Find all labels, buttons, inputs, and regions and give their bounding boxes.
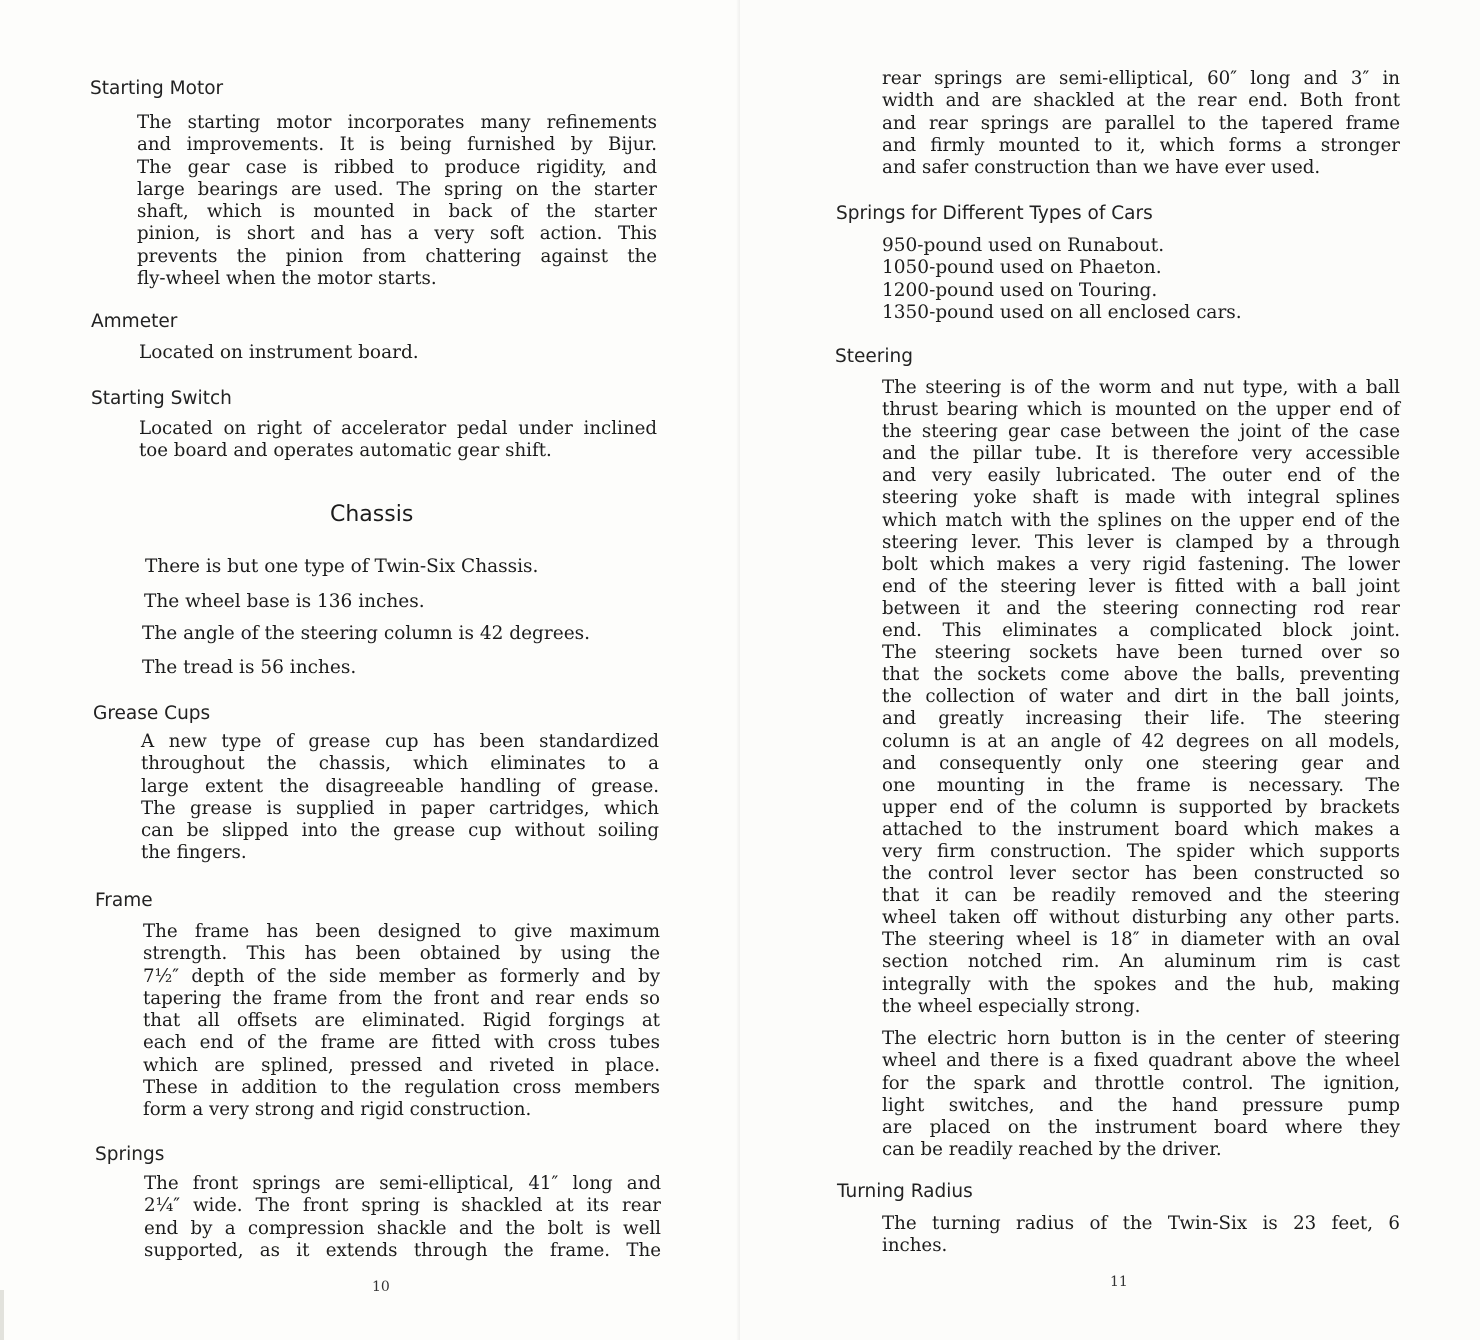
text-line: wheel and there is a fixed quadrant above the wheel	[882, 1050, 1400, 1072]
paragraph-frame	[143, 921, 660, 1122]
text-line: toe board and operates automatic gear shift.	[139, 440, 552, 462]
text-line: The grease is supplied in paper cartridges, which	[141, 797, 659, 819]
text-line: and safer construction than we have ever used.	[882, 157, 1321, 179]
right-page	[740, 0, 1480, 1340]
text-line: and consequently only one steering gear and	[882, 752, 1400, 774]
paragraph-starting-motor	[137, 112, 657, 290]
paragraph-ammeter: Located on instrument board.	[139, 342, 419, 363]
text-line: The steering is of the worm and nut type, with a ball	[882, 377, 1400, 398]
text-line: that the sockets come above the balls, preventing	[882, 664, 1400, 686]
text-line: supported, as it extends through the frame. The	[144, 1239, 661, 1261]
list-item: 950-pound used on Runabout.	[882, 235, 1165, 256]
text-line: tapering the frame from the front and rear ends so	[143, 987, 660, 1009]
text-line: The steering sockets have been turned over so	[882, 642, 1400, 664]
text-line: large extent the disagreeable handling of grease.	[141, 775, 659, 797]
text-line: throughout the chassis, which eliminates to a	[141, 753, 659, 775]
text-line: The frame has been designed to give maximum	[143, 921, 660, 942]
text-line: attached to the instrument board which makes a	[882, 818, 1400, 840]
list-item: 1200-pound used on Touring.	[882, 279, 1158, 301]
text-line: form a very strong and rigid construction.	[143, 1099, 532, 1121]
text-line: inches.	[882, 1235, 948, 1257]
text-line: and very easily lubricated. The outer end of the	[882, 465, 1400, 487]
text-line: 7½″ depth of the side member as formerly and by	[143, 965, 660, 987]
text-line: are placed on the instrument board where they	[882, 1117, 1400, 1139]
section-heading-steering: Steering	[835, 346, 913, 367]
text-line: large bearings are used. The spring on the starter	[137, 178, 657, 200]
text-line: steering yoke shaft is made with integral splines	[882, 487, 1400, 509]
text-line: light switches, and the hand pressure pump	[882, 1094, 1400, 1116]
text-line: that it can be readily removed and the steering	[882, 885, 1400, 907]
text-line: The starting motor incorporates many refinements	[137, 112, 657, 133]
text-line: A new type of grease cup has been standardized	[141, 731, 659, 752]
list-item: 1050-pound used on Phaeton.	[882, 257, 1162, 279]
text-line: end. This eliminates a complicated block joint.	[882, 620, 1400, 642]
text-line: one mounting in the frame is necessary. The	[882, 774, 1400, 796]
page-number: 11	[1110, 1274, 1128, 1290]
section-heading-springs: Springs	[95, 1144, 165, 1165]
section-heading-springs-types: Springs for Different Types of Cars	[836, 203, 1153, 224]
text-line: integrally with the spokes and the hub, making	[882, 973, 1400, 995]
text-line: which match with the splines on the upper end of the	[882, 509, 1400, 531]
text-line: and improvements. It is being furnished by Bijur.	[137, 134, 657, 156]
text-line: each end of the frame are fitted with cross tubes	[143, 1032, 660, 1054]
list-item: 1350-pound used on all enclosed cars.	[882, 301, 1242, 323]
text-line: thrust bearing which is mounted on the upper end of	[882, 399, 1400, 421]
section-heading-starting-motor: Starting Motor	[90, 78, 224, 99]
text-line: can be slipped into the grease cup without soiling	[141, 820, 659, 842]
section-heading-turning-radius: Turning Radius	[837, 1181, 973, 1202]
text-line: pinion, is short and has a very soft action. This	[137, 223, 657, 245]
chassis-fact: The angle of the steering column is 42 degrees.	[142, 623, 591, 644]
text-line: Located on right of accelerator pedal under inclined	[139, 418, 657, 439]
text-line: and greatly increasing their life. The steering	[882, 708, 1400, 730]
chassis-fact: The tread is 56 inches.	[142, 657, 357, 678]
section-heading-starting-switch: Starting Switch	[91, 388, 232, 409]
text-line: 2¼″ wide. The front spring is shackled at its rear	[144, 1195, 661, 1217]
text-line: and firmly mounted to it, which forms a stronger	[882, 134, 1400, 156]
text-line: upper end of the column is supported by brackets	[882, 796, 1400, 818]
paragraph-grease-cups	[141, 731, 659, 865]
springs-types-list	[882, 235, 1242, 324]
text-line: fly-wheel when the motor starts.	[137, 268, 437, 290]
text-line: and the pillar tube. It is therefore very accessible	[882, 443, 1400, 465]
text-line: steering lever. This lever is clamped by a through	[882, 531, 1400, 553]
text-line: the control lever sector has been constructed so	[882, 863, 1400, 885]
chassis-fact: The wheel base is 136 inches.	[144, 591, 425, 612]
text-line: The steering wheel is 18″ in diameter with an oval	[882, 929, 1400, 951]
text-line: The front springs are semi-elliptical, 41″ long and	[144, 1173, 661, 1194]
text-line: prevents the pinion from chattering against the	[137, 245, 657, 267]
paragraph-turning-radius	[882, 1213, 1400, 1258]
text-line: can be readily reached by the driver.	[882, 1139, 1222, 1161]
text-line: the steering gear case between the joint of the case	[882, 421, 1400, 443]
text-line: that all offsets are eliminated. Rigid forgings at	[143, 1010, 660, 1032]
text-line: strength. This has been obtained by using the	[143, 943, 660, 965]
paragraph-springs-continued	[882, 68, 1400, 179]
section-heading-grease-cups: Grease Cups	[93, 703, 211, 724]
text-line: These in addition to the regulation cross members	[143, 1077, 660, 1099]
text-line: width and are shackled at the rear end. Both front	[882, 90, 1400, 112]
page-edge-mark	[0, 1290, 4, 1340]
text-line: end of the steering lever is fitted with a ball joint	[882, 575, 1400, 597]
paragraph-springs	[144, 1173, 661, 1262]
text-line: wheel taken off without disturbing any other parts.	[882, 907, 1400, 929]
text-line: for the spark and throttle control. The ignition,	[882, 1072, 1400, 1094]
paragraph-starting-switch	[139, 418, 657, 463]
chassis-section-title: Chassis	[330, 502, 414, 527]
text-line: the collection of water and dirt in the ball joints,	[882, 686, 1400, 708]
paragraph-steering	[882, 377, 1400, 1018]
text-line: the wheel especially strong.	[882, 995, 1141, 1017]
text-line: end by a compression shackle and the bolt is well	[144, 1217, 661, 1239]
text-line: section notched rim. An aluminum rim is cast	[882, 951, 1400, 973]
section-heading-ammeter: Ammeter	[91, 311, 178, 332]
text-line: rear springs are semi-elliptical, 60″ long and 3″ in	[882, 68, 1400, 89]
text-line: the fingers.	[141, 842, 247, 864]
section-heading-frame: Frame	[95, 890, 153, 911]
text-line: bolt which makes a very rigid fastening. The lower	[882, 553, 1400, 575]
text-line: The turning radius of the Twin-Six is 23 feet, 6	[882, 1213, 1400, 1234]
text-line: very firm construction. The spider which supports	[882, 840, 1400, 862]
paragraph-steering-horn	[882, 1028, 1400, 1162]
text-line: which are splined, pressed and riveted in place.	[143, 1054, 660, 1076]
chassis-fact: There is but one type of Twin-Six Chassis.	[145, 556, 539, 577]
text-line: shaft, which is mounted in back of the starter	[137, 201, 657, 223]
page-number: 10	[372, 1279, 390, 1295]
text-line: between it and the steering connecting rod rear	[882, 597, 1400, 619]
text-line: The electric horn button is in the center of steering	[882, 1028, 1400, 1049]
text-line: column is at an angle of 42 degrees on all models,	[882, 730, 1400, 752]
text-line: and rear springs are parallel to the tapered frame	[882, 112, 1400, 134]
text-line: The gear case is ribbed to produce rigidity, and	[137, 156, 657, 178]
